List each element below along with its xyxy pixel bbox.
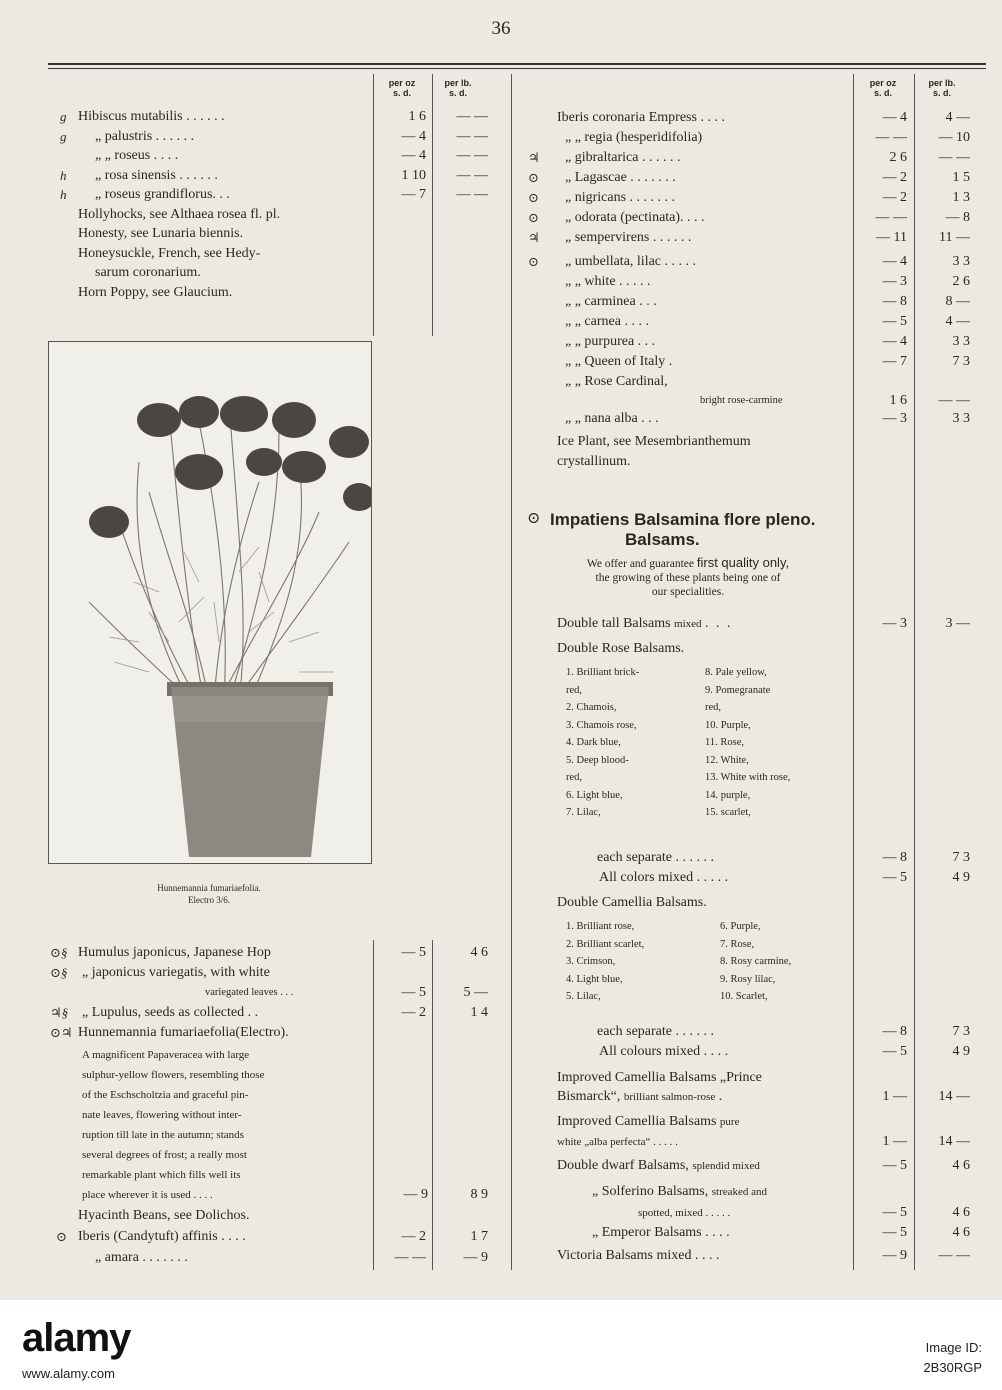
rose-color-item: red, xyxy=(566,772,583,783)
rose-colors-right xyxy=(705,664,790,822)
alba-line1: Improved Camellia Balsams pure xyxy=(557,1114,740,1129)
balsam-heading-1: Impatiens Balsamina flore pleno. xyxy=(550,510,816,529)
right-row-price-oz: — 4 xyxy=(882,110,907,125)
bismarck-lb: 14 — xyxy=(938,1089,970,1104)
hunnemannia-desc-line: sulphur-yellow flowers, resembling those xyxy=(82,1069,265,1081)
image-reference xyxy=(923,1338,982,1378)
right-row-price-lb: 3 3 xyxy=(952,254,970,269)
right-row-price-lb: 4 — xyxy=(945,110,970,125)
right-row-item: „ odorata (pectinata). . . . xyxy=(565,210,705,225)
image-id-value: 2B30RGP xyxy=(923,1360,982,1375)
rose-price-item: All colors mixed . . . . . xyxy=(599,870,729,885)
intro-line3: our specialities. xyxy=(651,586,725,598)
left-tail-row-price-lb: 1 7 xyxy=(470,1229,488,1244)
left-tail-row-price-oz: — — xyxy=(394,1250,426,1265)
left-row-price-lb: — — xyxy=(456,167,488,183)
solferino-line1: „ Solferino Balsams, streaked and xyxy=(592,1184,768,1199)
right-row-item: crystallinum. xyxy=(557,454,631,469)
right-row-item: „ sempervirens . . . . . . xyxy=(565,230,692,245)
camellia-price-lb: 4 9 xyxy=(952,1044,970,1059)
left-tail-row-symbol-icon: ⊙ xyxy=(56,1229,67,1244)
right-row-symbol-icon: ⊙ xyxy=(528,210,539,225)
left-tail-row-item: Iberis (Candytuft) affinis . . . . xyxy=(78,1229,246,1244)
rose-color-item: 4. Dark blue, xyxy=(566,737,621,748)
left-row-item: Honeysuckle, French, see Hedy- xyxy=(78,245,261,261)
right-row-price-oz: — 7 xyxy=(882,354,907,369)
top-rule xyxy=(48,63,986,65)
annual-symbol-icon: ⊙ xyxy=(527,510,541,527)
double-tall-lb: 3 — xyxy=(945,616,970,631)
intro-line1a: We offer and guarantee xyxy=(586,558,697,570)
hunnemannia-price-oz: — 9 xyxy=(403,1187,428,1202)
right-row-item: „ „ carminea . . . xyxy=(565,294,657,309)
left-row-price-oz: 1 10 xyxy=(401,167,426,183)
rose-color-item: 10. Purple, xyxy=(705,719,751,731)
dwarf-lb: 4 6 xyxy=(952,1158,970,1173)
top-rule-thin xyxy=(48,68,986,69)
hunnemannia-desc-line: nate leaves, flowering without inter- xyxy=(82,1109,242,1121)
right-row-item: „ „ Queen of Italy . xyxy=(565,354,673,369)
right-row-item: bright rose-carmine xyxy=(700,395,783,406)
hunnemannia-desc-line: place wherever it is used . . . . xyxy=(82,1189,213,1201)
camellia-color-item: 9. Rosy lilac, xyxy=(720,973,776,985)
left-lower-row-item: Humulus japonicus, Japanese Hop xyxy=(78,945,271,960)
left-row-item: Horn Poppy, see Glaucium. xyxy=(78,284,233,300)
right-row-item: „ „ white . . . . . xyxy=(565,274,651,289)
left-row-item: „ „ roseus . . . . xyxy=(95,148,179,163)
rose-color-item: red, xyxy=(705,702,722,713)
camellia-color-item: 6. Purple, xyxy=(720,921,761,932)
right-row-price-lb: 3 3 xyxy=(952,334,970,349)
right-row-item: Ice Plant, see Mesembrianthemum xyxy=(557,434,751,449)
right-lb-divider xyxy=(914,74,915,1270)
dwarf-line: Double dwarf Balsams, splendid mixed xyxy=(557,1158,760,1173)
camellia-color-item: 10. Scarlet, xyxy=(720,991,768,1002)
rose-price-lb: 4 9 xyxy=(952,870,970,885)
rose-color-item: 14. purple, xyxy=(705,789,751,801)
watermark-bar xyxy=(0,1300,1002,1390)
rose-color-item: red, xyxy=(566,684,583,696)
left-row-price-lb: — — xyxy=(456,128,488,144)
right-row-item: „ „ regia (hesperidifolia) xyxy=(565,130,703,145)
right-row-symbol-icon: ⊙ xyxy=(528,190,539,205)
camellia-colors-left xyxy=(566,918,644,1006)
left-row-item: sarum coronarium. xyxy=(95,265,201,280)
hunnemannia-desc-line: remarkable plant which fills well its xyxy=(82,1169,241,1181)
left-row-item: „ rosa sinensis . . . . . . xyxy=(95,167,218,183)
right-row-item: „ „ Rose Cardinal, xyxy=(565,374,668,389)
right-header-lb: per lb. s. d. xyxy=(928,78,956,98)
left-lb-divider-lower xyxy=(432,940,433,1270)
left-lower-row-symbol-icon: ♃§ xyxy=(50,1005,69,1020)
camellia-price-item: All colours mixed . . . . xyxy=(599,1044,729,1059)
left-lower-row-symbol-icon: ⊙§ xyxy=(50,945,68,960)
right-row-price-lb: 1 5 xyxy=(952,170,970,185)
rose-price-item: each separate . . . . . . xyxy=(597,850,714,865)
left-row-symbol-icon: g xyxy=(60,109,67,124)
left-row-symbol-icon: h xyxy=(60,187,67,202)
left-row-item: „ palustris . . . . . . xyxy=(95,128,195,144)
center-divider xyxy=(511,74,512,1270)
rose-color-item: 15. scarlet, xyxy=(705,807,751,818)
rose-price-oz: — 5 xyxy=(882,870,907,885)
photo-caption: Hunnemannia fumariaefolia. Electro 3/6. xyxy=(157,883,261,905)
right-row-price-lb: — 10 xyxy=(938,130,970,145)
rose-color-item: 11. Rose, xyxy=(705,737,744,748)
right-row-price-lb: 8 — xyxy=(945,294,970,309)
hunnemannia-desc-line: several degrees of frost; a really most xyxy=(82,1149,247,1161)
right-row-price-oz: 2 6 xyxy=(889,150,907,165)
intro-line2: the growing of these plants being one of xyxy=(595,572,781,584)
hunnemannia-price-lb: 8 9 xyxy=(470,1187,488,1202)
right-row-price-oz: — 5 xyxy=(882,314,907,329)
right-row-price-lb: — — xyxy=(938,150,970,165)
right-row-price-lb: 3 3 xyxy=(952,411,970,426)
rose-colors-left xyxy=(566,664,639,822)
right-row-item: „ umbellata, lilac . . . . . xyxy=(565,254,697,269)
left-lower-row-item: „ Lupulus, seeds as collected . . xyxy=(82,1005,259,1020)
right-row-item: Iberis coronaria Empress . . . . xyxy=(557,110,725,125)
camellia-colors-right xyxy=(720,918,791,1006)
rose-color-item: 9. Pomegranate xyxy=(705,684,771,696)
right-header-oz: per oz s. d. xyxy=(869,78,897,98)
dwarf-oz: — 5 xyxy=(882,1158,907,1173)
hunnemannia-desc-line: of the Eschscholtzia and graceful pin- xyxy=(82,1089,249,1101)
camellia-color-item: 7. Rose, xyxy=(720,938,755,950)
right-row-price-oz: — 8 xyxy=(882,294,907,309)
right-oz-divider xyxy=(853,74,854,1270)
left-oz-divider xyxy=(373,74,374,336)
left-row-item: Hollyhocks, see Althaea rosea fl. pl. xyxy=(78,206,281,222)
left-lower-row-price-oz: — 2 xyxy=(401,1005,426,1020)
camellia-color-item: 1. Brilliant rose, xyxy=(566,921,635,932)
right-row-price-oz: — 2 xyxy=(882,170,907,185)
rose-price-oz: — 8 xyxy=(882,850,907,865)
right-row-item: „ „ nana alba . . . xyxy=(565,411,659,426)
bismarck-oz: 1 — xyxy=(882,1089,907,1104)
left-row-item: Hibiscus mutabilis . . . . . . xyxy=(78,109,225,124)
victoria-line: Victoria Balsams mixed . . . . xyxy=(557,1248,720,1263)
emperor-line: „ Emperor Balsams . . . . xyxy=(592,1225,730,1240)
right-row-item: „ Lagascae . . . . . . . xyxy=(565,170,676,185)
left-lower-row-item: Hunnemannia fumariaefolia(Electro). xyxy=(78,1025,289,1040)
right-row-symbol-icon: ⊙ xyxy=(528,170,539,185)
right-row-price-lb: 1 3 xyxy=(952,190,970,205)
rose-color-item: 5. Deep blood- xyxy=(566,754,629,766)
potted-poppy-illustration xyxy=(49,342,371,863)
right-row-price-oz: — 4 xyxy=(882,254,907,269)
right-row-price-oz: — 11 xyxy=(876,230,907,245)
rose-color-item: 8. Pale yellow, xyxy=(705,667,767,678)
rose-price-lb: 7 3 xyxy=(952,850,970,865)
right-row-price-oz: — 3 xyxy=(882,411,907,426)
balsam-intro xyxy=(525,556,851,599)
right-row-symbol-icon: ♃ xyxy=(528,230,540,245)
camellia-color-item: 8. Rosy carmine, xyxy=(720,956,792,967)
left-tail-row-item: Hyacinth Beans, see Dolichos. xyxy=(78,1208,250,1223)
right-row-symbol-icon: ♃ xyxy=(528,150,540,165)
left-row-price-oz: — 4 xyxy=(401,128,426,144)
victoria-lb: — — xyxy=(938,1248,970,1263)
solferino-oz: — 5 xyxy=(882,1205,907,1220)
left-lower-row-symbol-icon: ⊙§ xyxy=(50,965,68,980)
left-lower-row-price-lb: 1 4 xyxy=(470,1005,488,1020)
left-row-price-lb: — — xyxy=(456,148,488,163)
right-row-price-lb: 2 6 xyxy=(952,274,970,289)
rose-color-item: 3. Chamois rose, xyxy=(566,719,637,731)
left-lower-row-price-lb: 5 — xyxy=(463,985,488,1000)
right-row-price-oz: — — xyxy=(875,210,907,225)
bismarck-line2: Bismarck“, brilliant salmon-rose . xyxy=(557,1089,723,1104)
emperor-lb: 4 6 xyxy=(952,1225,970,1240)
rose-color-item: 1. Brilliant brick- xyxy=(566,667,640,678)
double-tall-balsams: Double tall Balsams mixed . . . xyxy=(557,616,733,631)
right-row-price-oz: 1 6 xyxy=(889,393,907,408)
intro-line1b: first quality only, xyxy=(696,555,790,570)
camellia-color-item: 4. Light blue, xyxy=(566,973,623,985)
camellia-price-item: each separate . . . . . . xyxy=(597,1024,714,1039)
right-row-symbol-icon: ⊙ xyxy=(528,254,539,269)
rose-color-item: 13. White with rose, xyxy=(705,772,791,783)
hunnemannia-desc-line: ruption till late in the autumn; stands xyxy=(82,1129,244,1141)
camellia-color-item: 2. Brilliant scarlet, xyxy=(566,938,645,950)
right-row-item: „ nigricans . . . . . . . xyxy=(565,190,676,205)
left-row-price-oz: — 4 xyxy=(401,148,426,163)
left-lower-row-symbol-icon: ⊙♃ xyxy=(50,1025,73,1040)
left-row-item: „ roseus grandiflorus. . . xyxy=(95,187,230,202)
right-row-price-oz: — 2 xyxy=(882,190,907,205)
left-lower-row-price-oz: — 5 xyxy=(401,985,426,1000)
right-row-item: „ „ carnea . . . . xyxy=(565,314,649,329)
right-row-item: „ „ purpurea . . . xyxy=(565,334,656,349)
right-row-price-lb: 11 — xyxy=(939,230,970,245)
right-row-price-lb: 7 3 xyxy=(952,354,970,369)
page-number: 36 xyxy=(491,18,511,39)
camellia-price-oz: — 8 xyxy=(882,1024,907,1039)
right-row-item: „ gibraltarica . . . . . . xyxy=(565,150,681,165)
alba-oz: 1 — xyxy=(882,1134,907,1149)
left-lower-row-item: „ japonicus variegatis, with white xyxy=(82,965,270,980)
left-row-price-lb: — — xyxy=(456,187,488,202)
left-row-symbol-icon: g xyxy=(60,128,67,144)
alamy-url: www.alamy.com xyxy=(22,1366,115,1381)
alba-line2: white „alba perfecta“ . . . . . xyxy=(557,1136,678,1148)
right-row-price-oz: — 4 xyxy=(882,334,907,349)
hunnemannia-desc-line: A magnificent Papaveracea with large xyxy=(82,1049,250,1061)
image-id-label: Image ID: xyxy=(925,1340,982,1355)
alba-lb: 14 — xyxy=(938,1134,970,1149)
left-oz-divider-lower xyxy=(373,940,374,1270)
balsam-heading-2: Balsams. xyxy=(625,530,700,549)
left-row-price-lb: — — xyxy=(456,109,488,124)
bismarck-line1: Improved Camellia Balsams „Prince xyxy=(557,1070,762,1085)
camellia-color-item: 5. Lilac, xyxy=(566,991,601,1002)
rose-color-item: 7. Lilac, xyxy=(566,807,601,818)
left-lower-row-price-oz: — 5 xyxy=(401,945,426,960)
left-row-item: Honesty, see Lunaria biennis. xyxy=(78,226,244,241)
left-tail-row-price-oz: — 2 xyxy=(401,1229,426,1244)
left-header-lb: per lb. s. d. xyxy=(444,78,472,98)
rose-color-item: 2. Chamois, xyxy=(566,702,617,713)
solferino-lb: 4 6 xyxy=(952,1205,970,1220)
rose-color-item: 12. White, xyxy=(705,754,749,766)
double-rose-title: Double Rose Balsams. xyxy=(557,641,685,656)
left-lb-divider xyxy=(432,74,433,336)
right-row-price-oz: — — xyxy=(875,130,907,145)
right-row-price-lb: — — xyxy=(938,393,970,408)
alamy-logo: alamy xyxy=(22,1316,131,1360)
left-row-price-oz: — 7 xyxy=(401,187,426,202)
left-row-symbol-icon: h xyxy=(60,167,67,183)
rose-color-item: 6. Light blue, xyxy=(566,789,623,801)
right-row-price-oz: — 3 xyxy=(882,274,907,289)
left-lower-row-item: variegated leaves . . . xyxy=(205,987,294,998)
right-row-price-lb: — 8 xyxy=(945,210,970,225)
camellia-price-lb: 7 3 xyxy=(952,1024,970,1039)
left-lower-row-price-lb: 4 6 xyxy=(470,945,488,960)
camellia-color-item: 3. Crimson, xyxy=(566,956,616,967)
camellia-title: Double Camellia Balsams. xyxy=(557,895,707,910)
double-tall-oz: — 3 xyxy=(882,616,907,631)
emperor-oz: — 5 xyxy=(882,1225,907,1240)
right-row-price-lb: 4 — xyxy=(945,314,970,329)
left-header-oz: per oz s. d. xyxy=(388,78,416,98)
left-tail-row-price-lb: — 9 xyxy=(463,1250,488,1265)
solferino-line2: spotted, mixed . . . . . xyxy=(638,1207,731,1219)
camellia-price-oz: — 5 xyxy=(882,1044,907,1059)
plant-photo xyxy=(48,341,372,864)
victoria-oz: — 9 xyxy=(882,1248,907,1263)
left-row-price-oz: 1 6 xyxy=(408,109,426,124)
left-tail-row-item: „ amara . . . . . . . xyxy=(95,1250,188,1265)
